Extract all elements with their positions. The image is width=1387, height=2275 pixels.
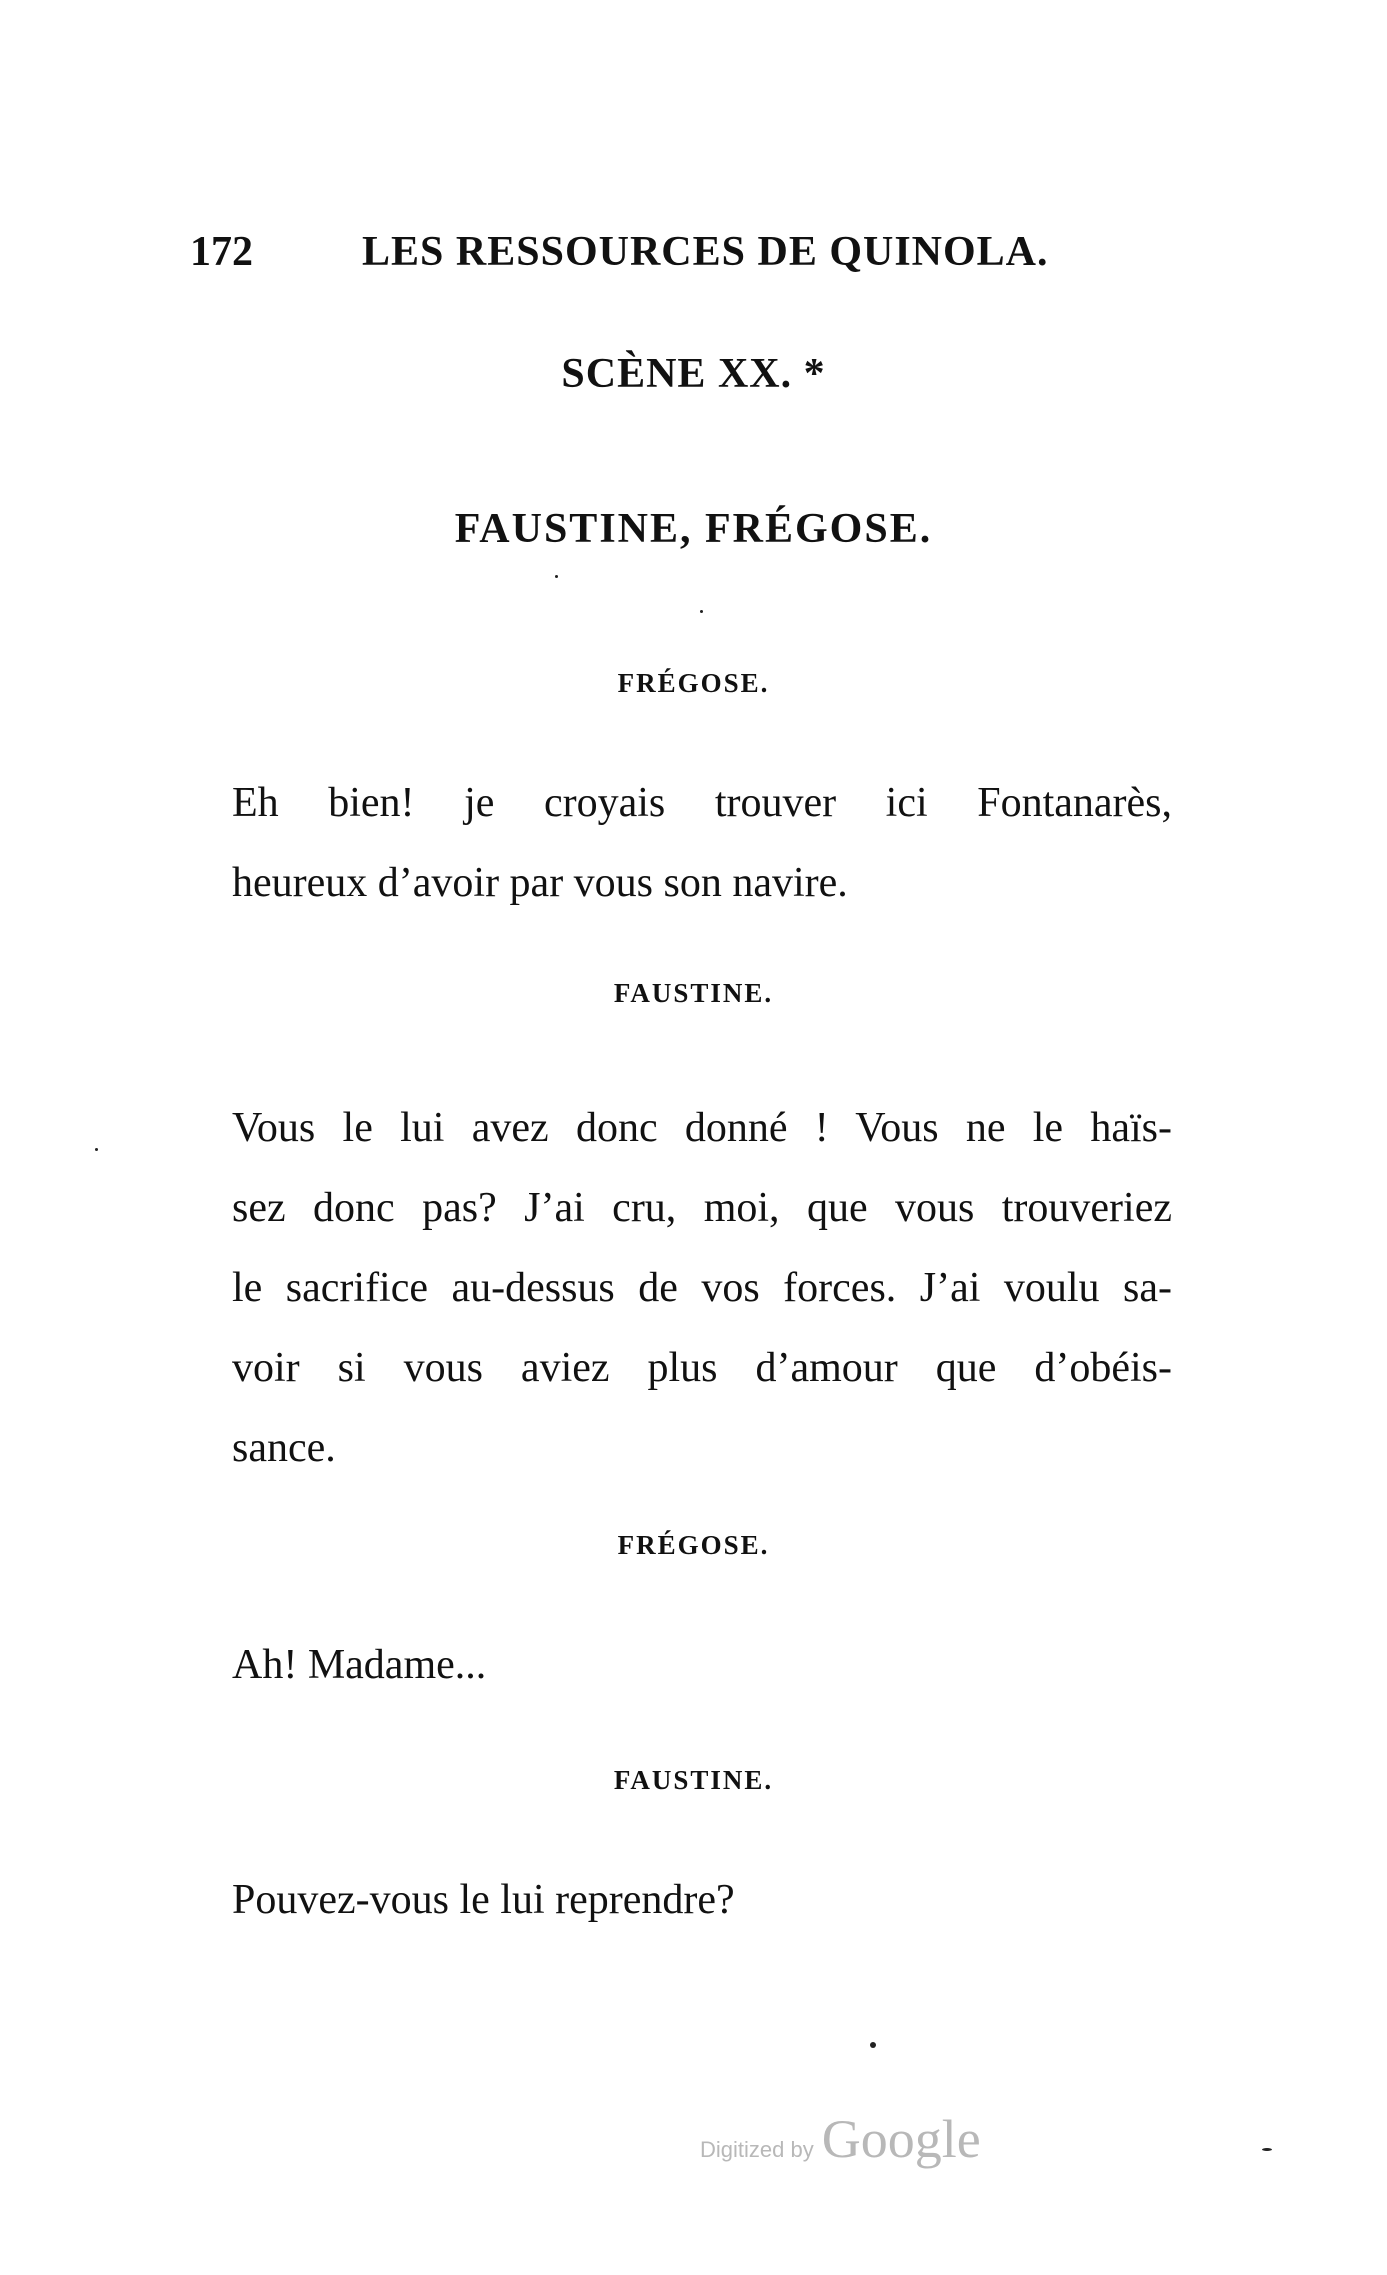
running-title: LES RESSOURCES DE QUINOLA. <box>362 229 1049 275</box>
page-number: 172 <box>190 229 253 275</box>
scene-heading: SCÈNE XX. * <box>561 351 826 397</box>
speaker-label: FAUSTINE. <box>613 1765 774 1795</box>
print-speck <box>95 1148 98 1151</box>
page-header <box>190 228 1050 288</box>
print-speck <box>1262 2148 1272 2151</box>
speaker-label: FRÉGOSE. <box>617 668 770 698</box>
speaker-label: FAUSTINE. <box>613 978 774 1008</box>
speech-block <box>232 1860 1172 1940</box>
print-speck <box>700 610 703 613</box>
speech-block <box>232 763 1172 923</box>
speech-line: sance. <box>232 1425 336 1471</box>
google-logo: Google <box>821 2109 981 2169</box>
print-speck <box>870 2042 876 2048</box>
speech-line: sez donc pas? J’ai cru, moi, que vous trouveriez <box>232 1185 1172 1231</box>
speech-line: heureux d’avoir par vous son navire. <box>232 860 848 906</box>
speech-block <box>232 1625 1172 1705</box>
digitized-watermark <box>700 2108 981 2170</box>
print-speck <box>555 575 558 578</box>
scene-characters: FAUSTINE, FRÉGOSE. <box>454 506 933 552</box>
speech-line: voir si vous aviez plus d’amour que d’obéis- <box>232 1345 1172 1391</box>
speech-line: Vous le lui avez donc donné ! Vous ne le haïs- <box>232 1105 1172 1151</box>
speech-line: Eh bien! je croyais trouver ici Fontanarès, <box>232 780 1172 826</box>
speech-line: Pouvez-vous le lui reprendre? <box>232 1877 735 1923</box>
speaker-label: FRÉGOSE. <box>617 1530 770 1560</box>
speech-block <box>232 1088 1172 1488</box>
speech-line: Ah! Madame... <box>232 1642 487 1688</box>
watermark-prefix: Digitized by <box>700 2137 814 2162</box>
speech-line: le sacrifice au-dessus de vos forces. J’ai voulu sa- <box>232 1265 1172 1311</box>
